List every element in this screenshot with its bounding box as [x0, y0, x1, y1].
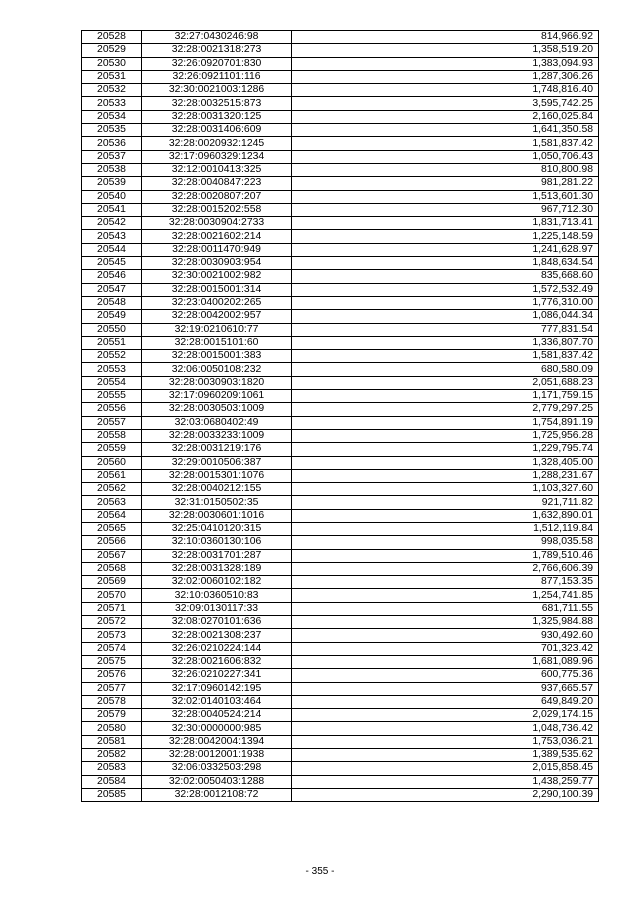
row-number-cell: 20531: [82, 70, 142, 83]
table-row: [82, 602, 599, 615]
cadastral-number-cell: 32:28:0030904:2733: [142, 217, 292, 230]
cadastral-number-cell: 32:26:0210227:341: [142, 669, 292, 682]
cadastral-number-cell: 32:28:0031701:287: [142, 549, 292, 562]
row-number-cell: 20533: [82, 97, 142, 110]
row-number-cell: 20550: [82, 323, 142, 336]
cadastral-number-cell: 32:28:0030903:954: [142, 257, 292, 270]
row-number-cell: 20547: [82, 283, 142, 296]
amount-cell: 2,015,858.45: [292, 762, 599, 775]
amount-cell: 1,754,891.19: [292, 416, 599, 429]
row-number-cell: 20562: [82, 483, 142, 496]
cadastral-number-cell: 32:17:0960329:1234: [142, 150, 292, 163]
register-table: [81, 30, 599, 802]
amount-cell: 681,711.55: [292, 602, 599, 615]
table-row: [82, 57, 599, 70]
row-number-cell: 20564: [82, 509, 142, 522]
amount-cell: 814,966.92: [292, 31, 599, 44]
cadastral-number-cell: 32:28:0021602:214: [142, 230, 292, 243]
table-row: [82, 775, 599, 788]
cadastral-number-cell: 32:28:0040524:214: [142, 709, 292, 722]
amount-cell: 1,050,706.43: [292, 150, 599, 163]
row-number-cell: 20545: [82, 257, 142, 270]
amount-cell: 1,288,231.67: [292, 469, 599, 482]
row-number-cell: 20571: [82, 602, 142, 615]
row-number-cell: 20546: [82, 270, 142, 283]
cadastral-number-cell: 32:06:0050108:232: [142, 363, 292, 376]
amount-cell: 777,831.54: [292, 323, 599, 336]
amount-cell: 1,254,741.85: [292, 589, 599, 602]
cadastral-number-cell: 32:12:0010413:325: [142, 163, 292, 176]
row-number-cell: 20579: [82, 709, 142, 722]
amount-cell: 1,753,036.21: [292, 735, 599, 748]
amount-cell: 1,336,807.70: [292, 336, 599, 349]
table-row: [82, 443, 599, 456]
cadastral-number-cell: 32:02:0060102:182: [142, 576, 292, 589]
table-row: [82, 44, 599, 57]
amount-cell: 1,171,759.15: [292, 390, 599, 403]
row-number-cell: 20575: [82, 655, 142, 668]
amount-cell: 2,160,025.84: [292, 110, 599, 123]
row-number-cell: 20572: [82, 616, 142, 629]
table-row: [82, 416, 599, 429]
table-row: [82, 31, 599, 44]
amount-cell: 1,512,119.84: [292, 522, 599, 535]
row-number-cell: 20551: [82, 336, 142, 349]
table-row: [82, 509, 599, 522]
table-row: [82, 655, 599, 668]
row-number-cell: 20532: [82, 84, 142, 97]
cadastral-number-cell: 32:28:0021308:237: [142, 629, 292, 642]
amount-cell: 877,153.35: [292, 576, 599, 589]
table-row: [82, 536, 599, 549]
cadastral-number-cell: 32:02:0140103:464: [142, 695, 292, 708]
amount-cell: 937,665.57: [292, 682, 599, 695]
table-row: [82, 709, 599, 722]
table-row: [82, 616, 599, 629]
table-row: [82, 549, 599, 562]
cadastral-number-cell: 32:28:0042002:957: [142, 310, 292, 323]
cadastral-number-cell: 32:09:0130117:33: [142, 602, 292, 615]
cadastral-number-cell: 32:28:0031320:125: [142, 110, 292, 123]
amount-cell: 835,668.60: [292, 270, 599, 283]
row-number-cell: 20540: [82, 190, 142, 203]
cadastral-number-cell: 32:28:0032515:873: [142, 97, 292, 110]
row-number-cell: 20560: [82, 456, 142, 469]
cadastral-number-cell: 32:17:0960142:195: [142, 682, 292, 695]
amount-cell: 1,848,634.54: [292, 257, 599, 270]
table-row: [82, 70, 599, 83]
cadastral-number-cell: 32:23:0400202:265: [142, 296, 292, 309]
row-number-cell: 20536: [82, 137, 142, 150]
table-row: [82, 788, 599, 801]
amount-cell: 921,711.82: [292, 496, 599, 509]
row-number-cell: 20556: [82, 403, 142, 416]
table-row: [82, 350, 599, 363]
row-number-cell: 20552: [82, 350, 142, 363]
table-row: [82, 97, 599, 110]
table-row: [82, 429, 599, 442]
row-number-cell: 20561: [82, 469, 142, 482]
amount-cell: 680,580.09: [292, 363, 599, 376]
cadastral-number-cell: 32:30:0021002:982: [142, 270, 292, 283]
row-number-cell: 20537: [82, 150, 142, 163]
table-row: [82, 310, 599, 323]
amount-cell: 1,229,795.74: [292, 443, 599, 456]
row-number-cell: 20553: [82, 363, 142, 376]
amount-cell: 1,681,089.96: [292, 655, 599, 668]
table-row: [82, 483, 599, 496]
amount-cell: 967,712.30: [292, 203, 599, 216]
amount-cell: 981,281.22: [292, 177, 599, 190]
table-row: [82, 669, 599, 682]
table-row: [82, 296, 599, 309]
row-number-cell: 20583: [82, 762, 142, 775]
table-row: [82, 137, 599, 150]
table-row: [82, 682, 599, 695]
amount-cell: 1,225,148.59: [292, 230, 599, 243]
row-number-cell: 20573: [82, 629, 142, 642]
row-number-cell: 20535: [82, 124, 142, 137]
row-number-cell: 20584: [82, 775, 142, 788]
table-row: [82, 230, 599, 243]
amount-cell: 1,383,094.93: [292, 57, 599, 70]
amount-cell: 2,779,297.25: [292, 403, 599, 416]
row-number-cell: 20563: [82, 496, 142, 509]
table-row: [82, 150, 599, 163]
table-row: [82, 190, 599, 203]
cadastral-number-cell: 32:03:0680402:49: [142, 416, 292, 429]
row-number-cell: 20555: [82, 390, 142, 403]
table-row: [82, 376, 599, 389]
row-number-cell: 20582: [82, 749, 142, 762]
amount-cell: 1,325,984.88: [292, 616, 599, 629]
amount-cell: 1,513,601.30: [292, 190, 599, 203]
cadastral-number-cell: 32:28:0015301:1076: [142, 469, 292, 482]
table-row: [82, 629, 599, 642]
amount-cell: 701,323.42: [292, 642, 599, 655]
amount-cell: 2,051,688.23: [292, 376, 599, 389]
row-number-cell: 20577: [82, 682, 142, 695]
row-number-cell: 20543: [82, 230, 142, 243]
table-row: [82, 270, 599, 283]
table-row: [82, 589, 599, 602]
cadastral-number-cell: 32:28:0015101:60: [142, 336, 292, 349]
cadastral-number-cell: 32:26:0210224:144: [142, 642, 292, 655]
row-number-cell: 20538: [82, 163, 142, 176]
amount-cell: 1,641,350.58: [292, 124, 599, 137]
cadastral-number-cell: 32:29:0010506:387: [142, 456, 292, 469]
cadastral-number-cell: 32:30:0021003:1286: [142, 84, 292, 97]
amount-cell: 1,389,535.62: [292, 749, 599, 762]
cadastral-number-cell: 32:28:0030503:1009: [142, 403, 292, 416]
table-row: [82, 84, 599, 97]
table-row: [82, 456, 599, 469]
row-number-cell: 20558: [82, 429, 142, 442]
amount-cell: 649,849.20: [292, 695, 599, 708]
cadastral-number-cell: 32:28:0015001:383: [142, 350, 292, 363]
cadastral-number-cell: 32:31:0150502:35: [142, 496, 292, 509]
table-row: [82, 243, 599, 256]
table-row: [82, 257, 599, 270]
table-row: [82, 522, 599, 535]
amount-cell: 2,290,100.39: [292, 788, 599, 801]
table-row: [82, 336, 599, 349]
cadastral-number-cell: 32:28:0015202:558: [142, 203, 292, 216]
table-row: [82, 177, 599, 190]
cadastral-number-cell: 32:28:0030601:1016: [142, 509, 292, 522]
amount-cell: 810,800.98: [292, 163, 599, 176]
amount-cell: 1,241,628.97: [292, 243, 599, 256]
amount-cell: 1,048,736.42: [292, 722, 599, 735]
amount-cell: 2,029,174.15: [292, 709, 599, 722]
cadastral-number-cell: 32:28:0033233:1009: [142, 429, 292, 442]
amount-cell: 1,287,306.26: [292, 70, 599, 83]
cadastral-number-cell: 32:28:0015001:314: [142, 283, 292, 296]
cadastral-number-cell: 32:02:0050403:1288: [142, 775, 292, 788]
cadastral-number-cell: 32:28:0040847:223: [142, 177, 292, 190]
row-number-cell: 20554: [82, 376, 142, 389]
amount-cell: 1,438,259.77: [292, 775, 599, 788]
row-number-cell: 20541: [82, 203, 142, 216]
amount-cell: 1,328,405.00: [292, 456, 599, 469]
row-number-cell: 20542: [82, 217, 142, 230]
amount-cell: 1,725,956.28: [292, 429, 599, 442]
amount-cell: 3,595,742.25: [292, 97, 599, 110]
cadastral-number-cell: 32:28:0012108:72: [142, 788, 292, 801]
table-row: [82, 762, 599, 775]
table-row: [82, 163, 599, 176]
cadastral-number-cell: 32:28:0030903:1820: [142, 376, 292, 389]
row-number-cell: 20574: [82, 642, 142, 655]
row-number-cell: 20578: [82, 695, 142, 708]
row-number-cell: 20580: [82, 722, 142, 735]
table-row: [82, 403, 599, 416]
cadastral-number-cell: 32:28:0021606:832: [142, 655, 292, 668]
table-row: [82, 722, 599, 735]
table-row: [82, 749, 599, 762]
row-number-cell: 20569: [82, 576, 142, 589]
table-row: [82, 562, 599, 575]
row-number-cell: 20528: [82, 31, 142, 44]
cadastral-number-cell: 32:28:0031328:189: [142, 562, 292, 575]
amount-cell: 1,572,532.49: [292, 283, 599, 296]
cadastral-number-cell: 32:26:0920701:830: [142, 57, 292, 70]
row-number-cell: 20548: [82, 296, 142, 309]
row-number-cell: 20568: [82, 562, 142, 575]
amount-cell: 1,632,890.01: [292, 509, 599, 522]
amount-cell: 998,035.58: [292, 536, 599, 549]
cadastral-number-cell: 32:17:0960209:1061: [142, 390, 292, 403]
cadastral-number-cell: 32:26:0921101:116: [142, 70, 292, 83]
table-row: [82, 695, 599, 708]
cadastral-number-cell: 32:28:0020932:1245: [142, 137, 292, 150]
amount-cell: 930,492.60: [292, 629, 599, 642]
row-number-cell: 20559: [82, 443, 142, 456]
cadastral-number-cell: 32:28:0020807:207: [142, 190, 292, 203]
amount-cell: 600,775.36: [292, 669, 599, 682]
row-number-cell: 20529: [82, 44, 142, 57]
cadastral-number-cell: 32:28:0012001:1938: [142, 749, 292, 762]
row-number-cell: 20570: [82, 589, 142, 602]
amount-cell: 1,086,044.34: [292, 310, 599, 323]
row-number-cell: 20581: [82, 735, 142, 748]
row-number-cell: 20549: [82, 310, 142, 323]
table-row: [82, 735, 599, 748]
cadastral-number-cell: 32:28:0042004:1394: [142, 735, 292, 748]
cadastral-number-cell: 32:28:0021318:273: [142, 44, 292, 57]
amount-cell: 1,831,713.41: [292, 217, 599, 230]
table-row: [82, 469, 599, 482]
amount-cell: 2,766,606.39: [292, 562, 599, 575]
cadastral-number-cell: 32:28:0031406:609: [142, 124, 292, 137]
row-number-cell: 20539: [82, 177, 142, 190]
amount-cell: 1,581,837.42: [292, 350, 599, 363]
amount-cell: 1,789,510.46: [292, 549, 599, 562]
register-table-body: [82, 31, 599, 802]
table-row: [82, 390, 599, 403]
table-row: [82, 323, 599, 336]
table-row: [82, 217, 599, 230]
cadastral-number-cell: 32:25:0410120:315: [142, 522, 292, 535]
page-number: - 355 -: [305, 866, 335, 877]
amount-cell: 1,748,816.40: [292, 84, 599, 97]
row-number-cell: 20565: [82, 522, 142, 535]
amount-cell: 1,581,837.42: [292, 137, 599, 150]
amount-cell: 1,358,519.20: [292, 44, 599, 57]
cadastral-number-cell: 32:28:0040212:155: [142, 483, 292, 496]
cadastral-number-cell: 32:28:0011470:949: [142, 243, 292, 256]
table-row: [82, 496, 599, 509]
row-number-cell: 20544: [82, 243, 142, 256]
row-number-cell: 20585: [82, 788, 142, 801]
cadastral-number-cell: 32:10:0360130:106: [142, 536, 292, 549]
row-number-cell: 20566: [82, 536, 142, 549]
cadastral-number-cell: 32:10:0360510:83: [142, 589, 292, 602]
amount-cell: 1,103,327.60: [292, 483, 599, 496]
cadastral-number-cell: 32:06:0332503:298: [142, 762, 292, 775]
amount-cell: 1,776,310.00: [292, 296, 599, 309]
cadastral-number-cell: 32:08:0270101:636: [142, 616, 292, 629]
table-row: [82, 576, 599, 589]
cadastral-number-cell: 32:19:0210610:77: [142, 323, 292, 336]
row-number-cell: 20576: [82, 669, 142, 682]
table-row: [82, 642, 599, 655]
row-number-cell: 20567: [82, 549, 142, 562]
table-row: [82, 110, 599, 123]
cadastral-number-cell: 32:28:0031219:176: [142, 443, 292, 456]
row-number-cell: 20557: [82, 416, 142, 429]
table-row: [82, 124, 599, 137]
row-number-cell: 20534: [82, 110, 142, 123]
row-number-cell: 20530: [82, 57, 142, 70]
cadastral-number-cell: 32:30:0000000:985: [142, 722, 292, 735]
cadastral-number-cell: 32:27:0430246:98: [142, 31, 292, 44]
table-row: [82, 203, 599, 216]
table-row: [82, 283, 599, 296]
table-row: [82, 363, 599, 376]
